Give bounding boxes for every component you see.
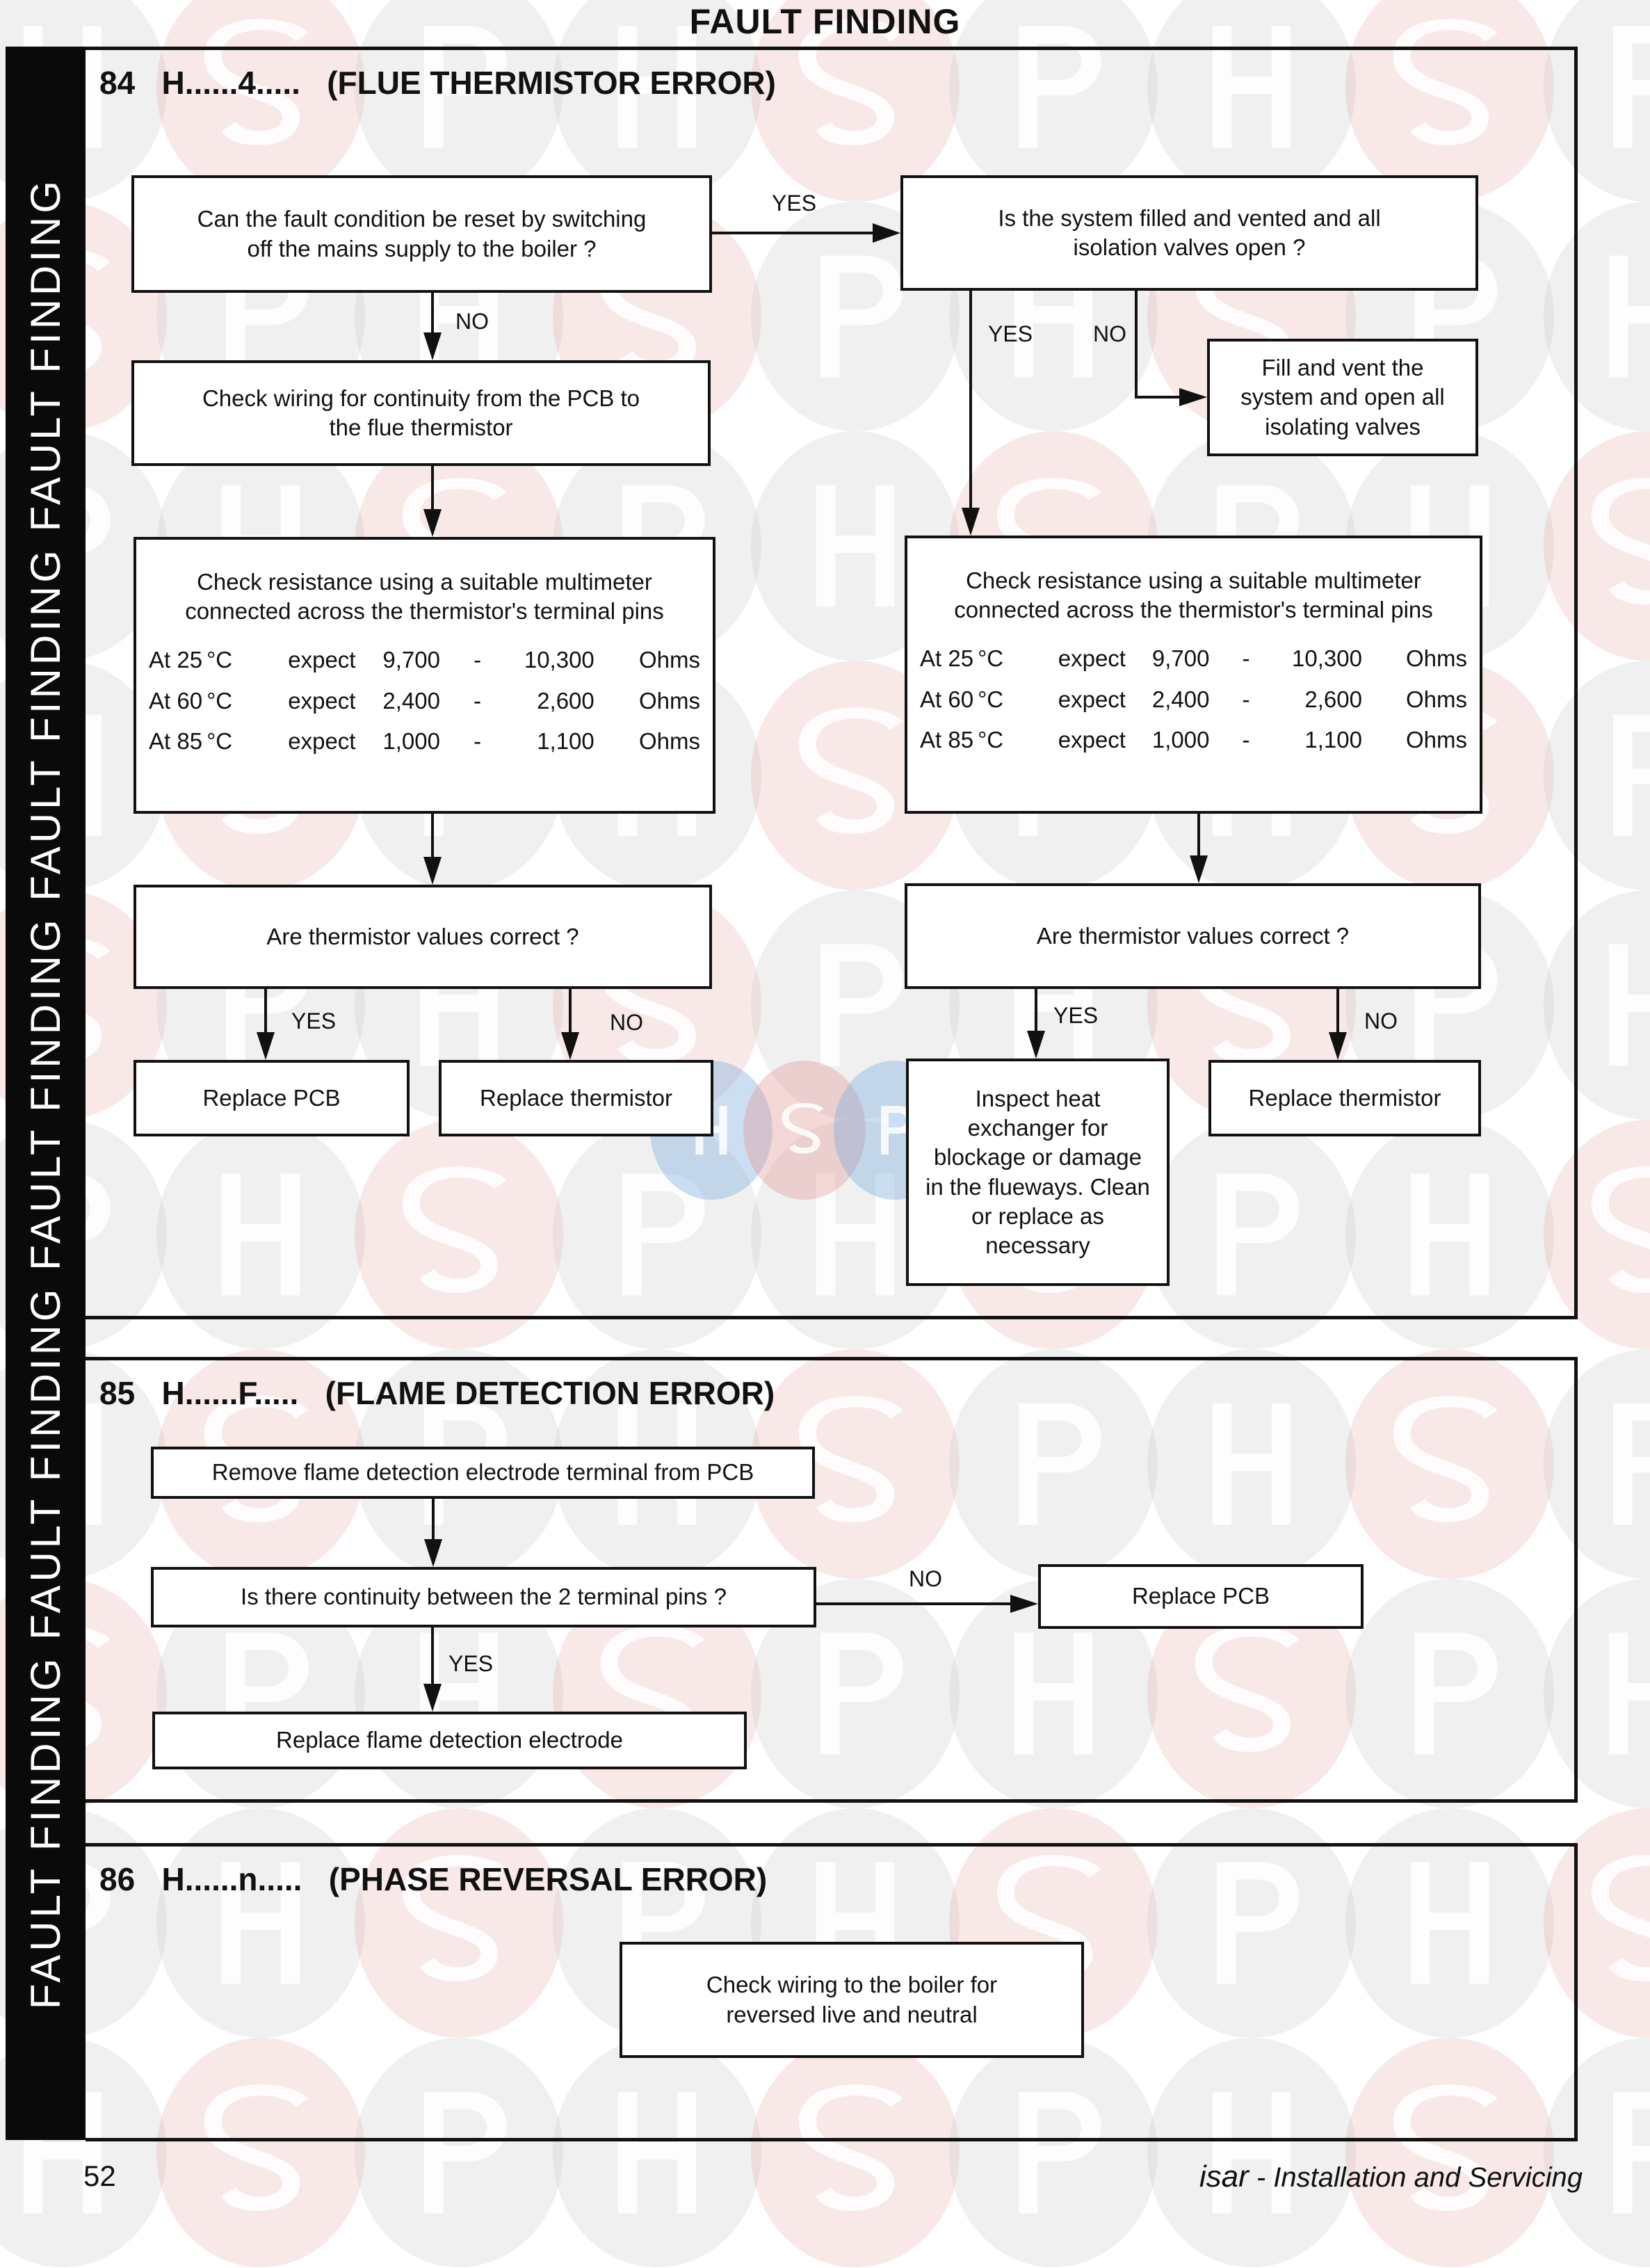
box-text: Are thermistor values correct ? (1036, 922, 1350, 949)
box-remove-electrode (151, 1447, 815, 1499)
box-text: Is the system filled and vented and all isolation valves open ? (998, 204, 1381, 260)
temp-cell (917, 720, 1055, 760)
box-replace-thermistor-right (1208, 1060, 1481, 1136)
box-text: Is there continuity between the 2 terminal pins ? (241, 1584, 727, 1610)
brand-name: isar (1199, 2160, 1249, 2194)
dash-cell: - (474, 647, 482, 673)
degree-unit: °C (978, 686, 1004, 712)
temp-cell (146, 681, 285, 721)
expect-cell: expect (288, 687, 356, 714)
resistance-table (917, 638, 1470, 760)
label-yes: YES (448, 1651, 494, 1676)
degree-unit: °C (207, 727, 233, 754)
expect-cell: expect (288, 647, 356, 673)
low-cell: 1,000 (382, 727, 440, 754)
expect-cell: expect (1058, 726, 1126, 753)
temperature: At 60 (149, 687, 203, 714)
box-replace-electrode (152, 1712, 747, 1769)
low-cell: 9,700 (382, 647, 440, 673)
resistance-table (146, 640, 703, 762)
box-replace-pcb (134, 1060, 410, 1136)
box-text: Replace PCB (202, 1084, 341, 1111)
sidebar-text: FAULT FINDING FAULT FINDING FAULT FINDING FAULT FINDING FAULT FINDING (22, 177, 69, 2010)
resistance-row (917, 679, 1470, 720)
footer-brand (1199, 2160, 1583, 2194)
box-fill-vent (1207, 339, 1478, 456)
low-cell: 2,400 (382, 687, 440, 714)
ohms-cell: Ohms (638, 647, 700, 673)
box-reset-question (131, 175, 712, 293)
box-values-question-left (134, 885, 712, 989)
resistance-row (146, 721, 703, 762)
ohms-cell: Ohms (1405, 726, 1467, 753)
dash-cell: - (474, 687, 482, 714)
box-text: Can the fault condition be reset by switching off the mains supply to the boiler ? (197, 206, 647, 262)
page-title: FAULT FINDING (689, 2, 961, 41)
temperature: At 25 (149, 647, 203, 673)
box-replace-thermistor-left (439, 1060, 713, 1136)
resistance-intro: Check resistance using a suitable multimeter connected across the thermistor's terminal pins (185, 569, 664, 625)
sidebar-tab (6, 47, 86, 2140)
temp-cell (146, 721, 285, 762)
label-no: NO (1093, 321, 1126, 346)
box-check-phase-wiring (620, 1942, 1084, 2058)
resistance-row (917, 720, 1470, 760)
ohms-cell: Ohms (1405, 686, 1467, 712)
footer-subtitle: - Installation and Servicing (1248, 2162, 1583, 2193)
box-text: Replace PCB (1131, 1583, 1270, 1609)
degree-unit: °C (207, 647, 233, 673)
dash-cell: - (1242, 645, 1250, 672)
degree-unit: °C (207, 687, 233, 714)
section-85-heading: 85 H......F..... (FLAME DETECTION ERROR) (99, 1375, 775, 1411)
temperature: At 85 (149, 727, 203, 754)
box-check-wiring (131, 360, 711, 466)
label-yes: YES (291, 1008, 337, 1034)
label-no: NO (909, 1566, 942, 1591)
label-no: NO (1364, 1008, 1398, 1034)
box-replace-pcb-85 (1038, 1564, 1364, 1629)
section-84-heading: 84 H......4..... (FLUE THERMISTOR ERROR) (99, 65, 776, 101)
page-number: 52 (83, 2160, 116, 2192)
dash-cell: - (474, 727, 482, 754)
box-text: Replace flame detection electrode (276, 1727, 623, 1753)
temp-cell (146, 640, 285, 680)
degree-unit: °C (978, 726, 1004, 753)
low-cell: 9,700 (1151, 645, 1210, 672)
resistance-intro: Check resistance using a suitable multimeter connected across the thermistor's terminal pins (954, 568, 1433, 623)
temperature: At 85 (920, 726, 974, 753)
label-no: NO (610, 1010, 643, 1035)
section-86-heading: 86 H......n..... (PHASE REVERSAL ERROR) (99, 1861, 768, 1897)
label-yes: YES (1053, 1003, 1099, 1028)
temperature: At 60 (920, 686, 974, 712)
ohms-cell: Ohms (638, 687, 700, 714)
dash-cell: - (1242, 686, 1250, 712)
dash-cell: - (1242, 726, 1250, 753)
resistance-row (917, 638, 1470, 679)
ohms-cell: Ohms (1405, 645, 1467, 672)
low-cell: 2,400 (1151, 686, 1210, 712)
label-yes: YES (988, 321, 1033, 346)
box-text: Remove flame detection electrode terminal from PCB (211, 1459, 754, 1486)
expect-cell: expect (288, 727, 356, 754)
high-cell: 1,100 (1304, 726, 1362, 753)
label-no: NO (455, 309, 489, 334)
box-text: Check wiring to the boiler for reversed live and neutral (706, 1972, 998, 2027)
high-cell: 1,100 (537, 727, 595, 754)
low-cell: 1,000 (1151, 726, 1210, 753)
box-continuity-question (151, 1567, 816, 1627)
resistance-row (146, 681, 703, 721)
box-text: Replace thermistor (480, 1084, 672, 1111)
box-text: Inspect heat exchanger for blockage or damage in the flueways. Clean or replace as necessary (925, 1085, 1150, 1258)
high-cell: 10,300 (524, 647, 595, 673)
box-text: Fill and vent the system and open all isolating valves (1240, 355, 1445, 440)
box-text: Are thermistor values correct ? (266, 923, 579, 949)
resistance-row (146, 640, 703, 680)
high-cell: 2,600 (1304, 686, 1362, 712)
label-yes: YES (772, 191, 817, 216)
high-cell: 2,600 (537, 687, 595, 714)
expect-cell: expect (1058, 645, 1126, 672)
box-text: Check wiring for continuity from the PCB to the flue thermistor (202, 385, 640, 440)
degree-unit: °C (978, 645, 1004, 672)
expect-cell: expect (1058, 686, 1126, 712)
box-values-question-right (905, 883, 1481, 989)
box-inspect-heat-exchanger (906, 1059, 1170, 1286)
box-system-question (900, 175, 1478, 291)
temperature: At 25 (920, 645, 974, 672)
box-resistance-left (134, 537, 715, 814)
ohms-cell: Ohms (638, 727, 700, 754)
temp-cell (917, 679, 1055, 720)
box-resistance-right (905, 536, 1482, 814)
box-text: Replace thermistor (1248, 1084, 1441, 1111)
temp-cell (917, 638, 1055, 679)
high-cell: 10,300 (1292, 645, 1362, 672)
